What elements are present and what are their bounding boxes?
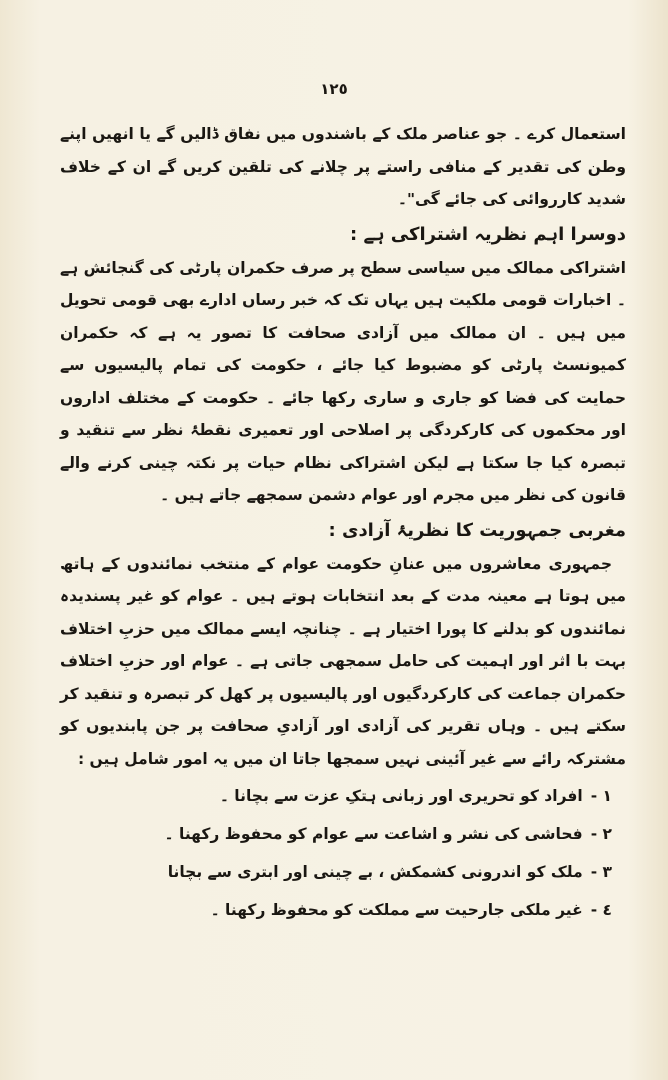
heading-western-democracy: مغربی جمہوریت کا نظریۂ آزادی : — [328, 519, 626, 541]
list-item-number: ٤ - — [590, 901, 612, 919]
list-item — [60, 853, 612, 891]
list-item-text: ملک کو اندرونی کشمکش ، بے چینی اور ابتری سے بچانا — [167, 863, 583, 881]
page-number: ١٢٥ — [320, 80, 348, 98]
heading-socialist-theory: دوسرا اہم نظریہ اشتراکی ہے : — [349, 223, 626, 245]
page-content — [60, 118, 626, 929]
list-item-number: ١ - — [590, 787, 612, 805]
restrictions-list — [60, 777, 626, 929]
list-item-number: ٢ - — [590, 825, 612, 843]
list-item — [60, 815, 612, 853]
list-item — [60, 777, 612, 815]
list-item-text: فحاشی کی نشر و اشاعت سے عوام کو محفوظ رکھنا ۔ — [164, 825, 583, 843]
paragraph-socialist-theory: اشتراکی ممالک میں سیاسی سطح پر صرف حکمران پارٹی کی گنجائش ہے ۔ اخبارات قومی ملکیت ہیں یہاں تک کہ خبر رساں ادارے بھی قومی تحویل میں ہیں ۔ ان ممالک میں آزادی صحافت کا تصور یہ ہے کہ حکمران کمیونسٹ پارٹی کو مضبوط کیا جائے ، حکومت کی تمام پالیسیوں سے حمایت کی فضا کو جاری و ساری رکھا جائے ۔ حکومت کے مختلف اداروں اور محکموں کی کارکردگی پر اصلاحی اور تعمیری نقطۂ نظر سے تنقید و تبصرہ کیا جا سکتا ہے لیکن اشتراکی نظام حیات پر نکتہ چینی کرنے والے قانون کی نظر میں مجرم اور عوام دشمن سمجھے جاتے ہیں ۔ — [60, 258, 626, 504]
paragraph-western-democracy: جمہوری معاشروں میں عنانِ حکومت عوام کے منتخب نمائندوں کے ہاتھ میں ہوتا ہے معینہ مدت کے بعد انتخابات ہوتے ہیں ۔ عوام کو غیر پسندیدہ نمائندوں کو بدلنے کا پورا اختیار ہے ۔ چنانچہ ایسے ممالک میں حزبِ اختلاف بہت با اثر اور اہمیت کی حامل سمجھی جاتی ہے ۔ عوام اور حزبِ اختلاف حکمران جماعت کی کارکردگیوں اور پالیسیوں پر کھل کر تبصرہ و تنقید کر سکتے ہیں ۔ وہاں تقریر کی آزادی اور آزادیِ صحافت پر جن پابندیوں کو مشترکہ رائے سے غیر آئینی نہیں سمجھا جاتا ان میں یہ امور شامل ہیں : — [60, 554, 626, 768]
list-item-text: افراد کو تحریری اور زبانی ہتکِ عزت سے بچانا ۔ — [219, 787, 583, 805]
list-item — [60, 891, 612, 929]
list-item-number: ٣ - — [590, 863, 612, 881]
list-item-text: غیر ملکی جارحیت سے مملکت کو محفوظ رکھنا ۔ — [210, 901, 583, 919]
paragraph-intro: استعمال کرے ۔ جو عناصر ملک کے باشندوں میں نفاق ڈالیں گے یا انھیں اپنے وطن کی تقدیر کے منافی راستے پر چلانے کی تلقین کریں گے ان کے خلاف شدید کارروائی کی جائے گی"۔ — [60, 125, 626, 208]
